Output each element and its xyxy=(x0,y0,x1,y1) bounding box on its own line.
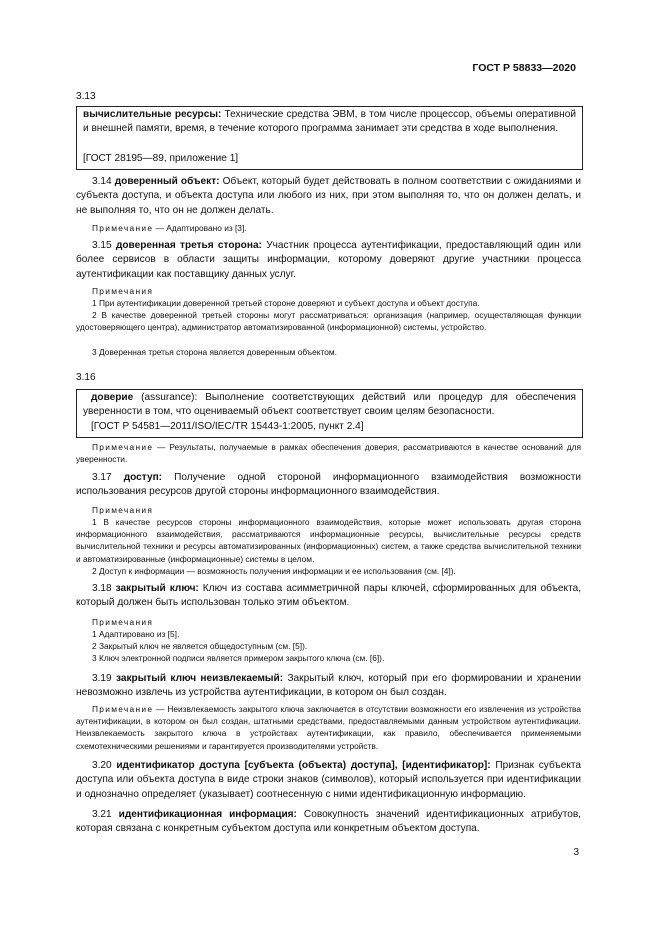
term-3-17-term: доступ: xyxy=(123,472,163,483)
term-3-16-term: доверие xyxy=(91,392,134,403)
term-3-20-term: идентификатор доступа [субъекта (объекта) доступа], [идентификатор]: xyxy=(116,760,491,771)
term-3-17: 3.17 доступ: Получение одной стороной информационного взаимодействия возможности использования ресурсов другой стороны информационного взаимодействия. xyxy=(76,472,581,498)
term-3-14-term: доверенный объект: xyxy=(114,176,220,187)
term-3-13-source: [ГОСТ 28195—89, приложение 1] xyxy=(83,153,239,164)
term-3-17-notes-label: Примечания xyxy=(92,505,154,515)
term-3-21-term: идентификационная информация: xyxy=(118,809,297,820)
term-3-19-term: закрытый ключ неизвлекаемый: xyxy=(115,673,284,684)
term-3-17-note-2: 2 Доступ к информации — возможность получения информации и ее использования (см. [4]). xyxy=(92,566,456,576)
term-3-20: 3.20 идентификатор доступа [субъекта (объекта) доступа], [идентификатор]: Признак субъекта доступа или объекта доступа в виде строки знаков (символов), который используется при идентификации и однозначно определяет (указывает) соотнесенную с ними идентификационную информацию. xyxy=(76,760,581,800)
term-3-15-note-1: 1 При аутентификации доверенной третьей стороне доверяют и субъект доступа и объект доступа. xyxy=(92,298,480,308)
term-3-15-note-3: 3 Доверенная третья сторона является доверенным объектом. xyxy=(92,347,337,357)
document-header: ГОСТ Р 58833—2020 xyxy=(472,62,576,74)
term-3-16-note: Примечание — Результаты, получаемые в рамках обеспечения доверия, рассматриваются в качестве оснований для уверенности. xyxy=(76,442,581,465)
term-3-17-note-1: 1 В качестве ресурсов стороны информационного взаимодействия, которые может использовать другая сторона информационного взаимодействия, рассматриваются информационные ресурсы, вычислительные ресурсы средств вычислительной техники и ресурсы автоматизированных (информационных) систем, а также средства вычислительной техники и автоматизированные (информационные) системы в целом. xyxy=(76,517,581,564)
term-3-18: 3.18 закрытый ключ: Ключ из состава асимметричной пары ключей, сформированных для объекта, который должен быть использован только этим объектом. xyxy=(76,583,581,609)
term-3-13-number: 3.13 xyxy=(76,91,96,102)
term-3-15: 3.15 доверенная третья сторона: Участник процесса аутентификации, предоставляющий один или более сервисов в области защиты информации, которому доверяют другие участники процесса аутентификации как поставщику данных услуг. xyxy=(76,240,582,280)
term-3-15-term: доверенная третья сторона: xyxy=(115,240,262,251)
term-3-18-term: закрытый ключ: xyxy=(115,583,199,594)
term-3-18-note-2: 2 Закрытый ключ не является общедоступным (см. [5]). xyxy=(92,641,308,651)
term-3-16-number: 3.16 xyxy=(76,372,96,383)
term-3-13-definition: вычислительные ресурсы: Технические средства ЭВМ, в том числе процессор, объемы оперативной и внешней памяти, время, в течение которого программа занимает эти средства в ходе выполнения. xyxy=(83,109,577,135)
term-3-18-note-1: 1 Адаптировано из [5]. xyxy=(92,629,180,639)
term-3-18-note-3: 3 Ключ электронной подписи является примером закрытого ключа (см. [6]). xyxy=(92,653,385,663)
term-3-16-source: [ГОСТ Р 54581—2011/ISO/IEC/TR 15443-1:2005, пункт 2.4] xyxy=(91,421,364,432)
term-3-21: 3.21 идентификационная информация: Совокупность значений идентификационных атрибутов, которая связана с конкретным субъектом доступа или конкретным объектом доступа. xyxy=(76,809,581,835)
term-3-14: 3.14 доверенный объект: Объект, который будет действовать в полном соответствии с ожиданиями и субъекта доступа, и объекта доступа или любого из них, при этом выполняя то, что он должен делать, и не выполняя то, что он не должен делать. xyxy=(76,176,581,216)
page-number: 3 xyxy=(573,847,579,858)
term-3-19-note: Примечание — Неизвлекаемость закрытого ключа заключается в отсутствии возможности его извлечения из устройства аутентификации, в котором он был создан, штатными средствами, предоставляемыми данным устройством аутентификации. Неизвлекаемость закрытого ключа в устройствах аутентификации, как правило, обеспечивается применяемыми схемотехническими решениями и гарантируется производителями устройств. xyxy=(76,704,581,751)
term-3-13-term: вычислительные ресурсы: xyxy=(83,109,222,120)
term-3-14-note: Примечание — Адаптировано из [3]. xyxy=(92,223,247,233)
term-3-19: 3.19 закрытый ключ неизвлекаемый: Закрытый ключ, который при его формировании и хранении невозможно извлечь из устройства аутентификации, в котором он был создан. xyxy=(76,673,582,699)
term-3-18-notes-label: Примечания xyxy=(92,617,154,627)
term-3-16-definition: доверие (assurance): Выполнение соответствующих действий или процедур для обеспечения уверенности в том, что оцениваемый объект соответствует своим целям безопасности. xyxy=(83,392,576,418)
term-3-15-notes-label: Примечания xyxy=(92,286,154,296)
term-3-15-note-2: 2 В качестве доверенной третьей стороны могут рассматриваться: организация (например, осуществляющая функции удостоверяющего центра), администратор автоматизированной (информационной) системы, устройство. xyxy=(76,310,581,333)
